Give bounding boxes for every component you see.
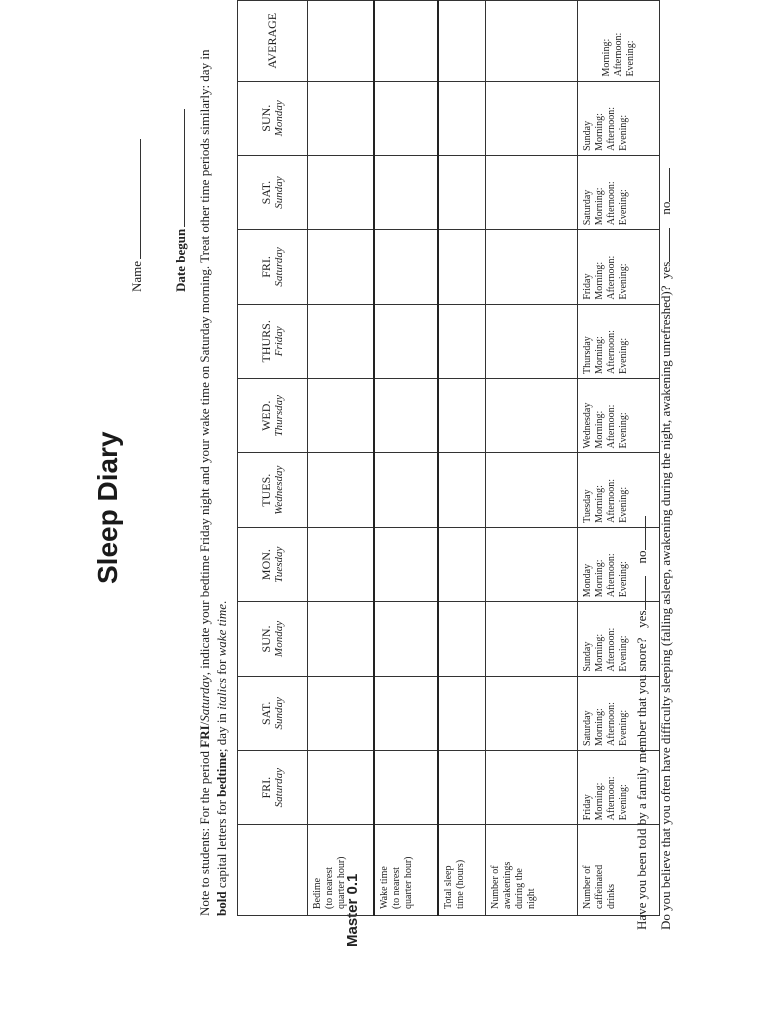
average-header: AVERAGE bbox=[238, 1, 308, 82]
average-cell[interactable] bbox=[374, 1, 438, 82]
snore-yes-blank[interactable] bbox=[634, 576, 646, 610]
entry-cell[interactable] bbox=[374, 230, 438, 304]
average-cell[interactable] bbox=[438, 1, 486, 82]
bedtime-day: FRI. bbox=[258, 776, 273, 799]
bedtime-row bbox=[308, 1, 374, 916]
bedtime-day: SAT. bbox=[258, 701, 273, 726]
wake-day: Sunday bbox=[272, 697, 285, 730]
period-morning: Morning: bbox=[594, 336, 605, 374]
period-morning: Morning: bbox=[594, 782, 605, 821]
entry-cell[interactable] bbox=[374, 527, 438, 601]
bedtime-day: FRI. bbox=[258, 256, 273, 278]
caffeine-day: Tuesday bbox=[582, 489, 593, 523]
entry-cell[interactable] bbox=[438, 453, 486, 527]
caffeine-day: Friday bbox=[582, 794, 593, 821]
entry-cell[interactable] bbox=[308, 602, 374, 676]
snore-question bbox=[634, 516, 650, 930]
note-text: , indicate your bedtime Friday night and your wake time on Saturday morning. Treat other time periods similarly: day in bbox=[197, 49, 212, 676]
entry-cell[interactable] bbox=[374, 676, 438, 750]
period-afternoon: Afternoon: bbox=[606, 181, 617, 226]
note-text: capital letters for bbox=[214, 796, 229, 892]
corner-cell bbox=[238, 825, 308, 916]
name-field[interactable] bbox=[128, 139, 145, 292]
wake-day: Friday bbox=[272, 326, 285, 357]
entry-cell[interactable] bbox=[438, 527, 486, 601]
period-evening: Evening: bbox=[618, 263, 629, 300]
entry-cell[interactable] bbox=[308, 676, 374, 750]
row-label-line: quarter hour) bbox=[336, 856, 347, 909]
entry-cell[interactable] bbox=[486, 155, 578, 229]
note-bold-bedtime: bedtime bbox=[214, 752, 229, 797]
entry-cell[interactable] bbox=[374, 81, 438, 155]
period-evening: Evening: bbox=[618, 189, 629, 226]
bedtime-day: SAT. bbox=[258, 180, 273, 205]
wake-day: Saturday bbox=[272, 247, 285, 287]
period-evening: Evening: bbox=[618, 486, 629, 523]
period-afternoon: Afternoon: bbox=[606, 255, 617, 300]
caffeine-day: Friday bbox=[582, 273, 593, 300]
caffeine-cell[interactable] bbox=[578, 155, 660, 229]
period-morning: Morning: bbox=[594, 410, 605, 449]
entry-cell[interactable] bbox=[486, 230, 578, 304]
note-text: . bbox=[214, 600, 229, 605]
note-slash: / bbox=[197, 721, 212, 726]
period-morning: Morning: bbox=[594, 187, 605, 226]
wake-day: Monday bbox=[272, 100, 285, 137]
sleep-difficulty-question bbox=[658, 168, 674, 930]
entry-cell[interactable] bbox=[486, 602, 578, 676]
bedtime-day: TUES. bbox=[258, 473, 273, 507]
period-morning: Morning: bbox=[594, 113, 605, 151]
date-blank-line[interactable] bbox=[172, 109, 185, 227]
row-label-line: Wake time bbox=[378, 866, 390, 909]
row-label-line: awakenings bbox=[502, 861, 513, 909]
day-header bbox=[238, 155, 308, 229]
bedtime-day: SUN. bbox=[258, 625, 273, 653]
row-label-line: Number of bbox=[582, 865, 593, 909]
bedtime-day: THURS. bbox=[258, 320, 273, 363]
note-bold-word: bold bbox=[214, 891, 229, 916]
day-header bbox=[238, 750, 308, 824]
entry-cell[interactable] bbox=[486, 676, 578, 750]
note-italics-word: italics bbox=[214, 678, 229, 710]
caffeine-day: Wednesday bbox=[582, 402, 593, 449]
period-morning: Morning: bbox=[594, 261, 605, 300]
date-begun-label: Date begun bbox=[173, 228, 188, 292]
entry-cell[interactable] bbox=[308, 155, 374, 229]
caffeine-day: Sunday bbox=[582, 120, 593, 151]
entry-cell[interactable] bbox=[438, 378, 486, 452]
row-label-line: Bedime bbox=[312, 877, 323, 909]
entry-cell[interactable] bbox=[438, 155, 486, 229]
entry-cell[interactable] bbox=[308, 750, 374, 824]
entry-cell[interactable] bbox=[374, 453, 438, 527]
name-label: Name bbox=[129, 260, 144, 292]
row-label-line: Number of bbox=[490, 865, 501, 909]
period-afternoon: Afternoon: bbox=[606, 776, 617, 821]
row-label-line: caffeinated bbox=[594, 864, 605, 909]
bedtime-day: SUN. bbox=[258, 104, 273, 132]
day-header bbox=[238, 378, 308, 452]
header-row bbox=[238, 1, 308, 916]
entry-cell[interactable] bbox=[308, 453, 374, 527]
master-label: Master 0.1 bbox=[344, 873, 361, 947]
bedtime-day: WED. bbox=[258, 400, 273, 431]
name-blank-line[interactable] bbox=[128, 139, 141, 259]
period-afternoon: Afternoon: bbox=[612, 32, 624, 77]
note-text: ; day in bbox=[214, 709, 229, 753]
awakenings-row-label bbox=[486, 825, 578, 916]
period-evening: Evening: bbox=[618, 561, 629, 598]
entry-cell[interactable] bbox=[374, 155, 438, 229]
caffeine-day: Saturday bbox=[582, 710, 593, 746]
period-afternoon: Afternoon: bbox=[606, 107, 617, 151]
period-afternoon: Afternoon: bbox=[606, 330, 617, 374]
note-italic-waketime: wake time bbox=[214, 604, 229, 657]
instructions-note bbox=[196, 36, 230, 916]
day-header bbox=[238, 81, 308, 155]
entry-cell[interactable] bbox=[308, 230, 374, 304]
day-header bbox=[238, 230, 308, 304]
entry-cell[interactable] bbox=[308, 527, 374, 601]
sleep-difficulty-question-text: Do you believe that you often have difficulty sleeping (falling asleep, awakening during the night, awakening unrefreshed)? bbox=[658, 285, 673, 930]
wake-day: Thursday bbox=[272, 394, 285, 437]
average-cell[interactable] bbox=[308, 1, 374, 82]
period-evening: Evening: bbox=[618, 337, 629, 374]
wake-day: Sunday bbox=[272, 176, 285, 209]
bedtime-row-label bbox=[308, 825, 374, 916]
period-morning: Morning: bbox=[594, 708, 605, 746]
snore-no-label: no bbox=[634, 550, 649, 564]
total-sleep-row bbox=[438, 1, 486, 916]
row-label-line: during the bbox=[514, 868, 525, 909]
period-morning: Morning: bbox=[594, 485, 605, 523]
row-label-line: quarter hour) bbox=[402, 856, 414, 909]
row-label-line: night bbox=[526, 888, 537, 909]
awakenings-row bbox=[486, 1, 578, 916]
total-sleep-row-label bbox=[438, 825, 486, 916]
period-afternoon: Afternoon: bbox=[606, 404, 617, 449]
entry-cell[interactable] bbox=[374, 378, 438, 452]
wake-day: Saturday bbox=[272, 768, 285, 808]
bedtime-day: MON. bbox=[258, 549, 273, 581]
entry-cell[interactable] bbox=[308, 378, 374, 452]
row-label-line: time (hours) bbox=[454, 859, 466, 909]
entry-cell[interactable] bbox=[486, 453, 578, 527]
caffeine-day: Thursday bbox=[582, 336, 593, 374]
period-evening: Evening: bbox=[618, 709, 629, 746]
period-evening: Evening: bbox=[618, 114, 629, 151]
row-label-line: (to nearest bbox=[390, 867, 402, 909]
entry-cell[interactable] bbox=[438, 81, 486, 155]
period-afternoon: Afternoon: bbox=[606, 553, 617, 598]
caffeine-cell[interactable] bbox=[578, 230, 660, 304]
period-afternoon: Afternoon: bbox=[606, 479, 617, 523]
entry-cell[interactable] bbox=[438, 676, 486, 750]
period-evening: Evening: bbox=[624, 40, 636, 77]
period-afternoon: Afternoon: bbox=[606, 702, 617, 746]
caffeine-day: Saturday bbox=[582, 189, 593, 226]
wake-day: Monday bbox=[272, 620, 285, 657]
row-label-line: Total sleep bbox=[442, 865, 454, 909]
period-morning: Morning: bbox=[600, 38, 612, 77]
note-text: Note to students: For the period bbox=[197, 747, 212, 916]
row-label-line: (to nearest bbox=[324, 867, 335, 909]
entry-cell[interactable] bbox=[486, 378, 578, 452]
difficulty-yes-blank[interactable] bbox=[658, 228, 670, 262]
entry-cell[interactable] bbox=[486, 527, 578, 601]
entry-cell[interactable] bbox=[374, 304, 438, 378]
note-italic-saturday: Saturday bbox=[197, 675, 212, 722]
average-cell[interactable] bbox=[486, 1, 578, 82]
difficulty-no-label: no bbox=[658, 201, 673, 215]
period-morning: Morning: bbox=[594, 559, 605, 598]
entry-cell[interactable] bbox=[438, 602, 486, 676]
entry-cell[interactable] bbox=[438, 750, 486, 824]
entry-cell[interactable] bbox=[486, 81, 578, 155]
note-text: for bbox=[214, 656, 229, 679]
period-evening: Evening: bbox=[618, 412, 629, 449]
row-label-line: drinks bbox=[606, 884, 617, 909]
date-begun-field[interactable] bbox=[172, 109, 189, 292]
period-evening: Evening: bbox=[618, 784, 629, 821]
entry-cell[interactable] bbox=[438, 304, 486, 378]
entry-cell[interactable] bbox=[486, 304, 578, 378]
waketime-row-label bbox=[374, 825, 438, 916]
caffeine-day: Sunday bbox=[582, 641, 593, 672]
entry-cell[interactable] bbox=[374, 602, 438, 676]
page-title: Sleep Diary bbox=[92, 431, 123, 584]
snore-no-blank[interactable] bbox=[634, 516, 646, 550]
difficulty-no-blank[interactable] bbox=[658, 168, 670, 202]
caffeine-cell[interactable] bbox=[578, 81, 660, 155]
wake-day: Wednesday bbox=[272, 465, 285, 515]
day-header bbox=[238, 527, 308, 601]
day-header bbox=[238, 453, 308, 527]
entry-cell[interactable] bbox=[308, 304, 374, 378]
caffeine-cell[interactable] bbox=[578, 304, 660, 378]
sleep-diary-table bbox=[237, 0, 660, 916]
period-afternoon: Afternoon: bbox=[606, 627, 617, 672]
day-header bbox=[238, 676, 308, 750]
period-evening: Evening: bbox=[618, 635, 629, 672]
difficulty-yes-label: yes bbox=[658, 261, 673, 279]
entry-cell[interactable] bbox=[308, 81, 374, 155]
waketime-row bbox=[374, 1, 438, 916]
entry-cell[interactable] bbox=[438, 230, 486, 304]
day-header bbox=[238, 304, 308, 378]
entry-cell[interactable] bbox=[374, 750, 438, 824]
wake-day: Tuesday bbox=[272, 546, 285, 583]
average-caffeine-cell[interactable] bbox=[578, 1, 660, 82]
day-header bbox=[238, 602, 308, 676]
period-morning: Morning: bbox=[594, 633, 605, 672]
caffeine-cell[interactable] bbox=[578, 378, 660, 452]
entry-cell[interactable] bbox=[486, 750, 578, 824]
caffeine-day: Monday bbox=[582, 563, 593, 598]
snore-question-text: Have you been told by a family member that you snore? bbox=[634, 637, 649, 930]
snore-yes-label: yes bbox=[634, 610, 649, 628]
note-bold-fri: FRI bbox=[197, 725, 212, 748]
